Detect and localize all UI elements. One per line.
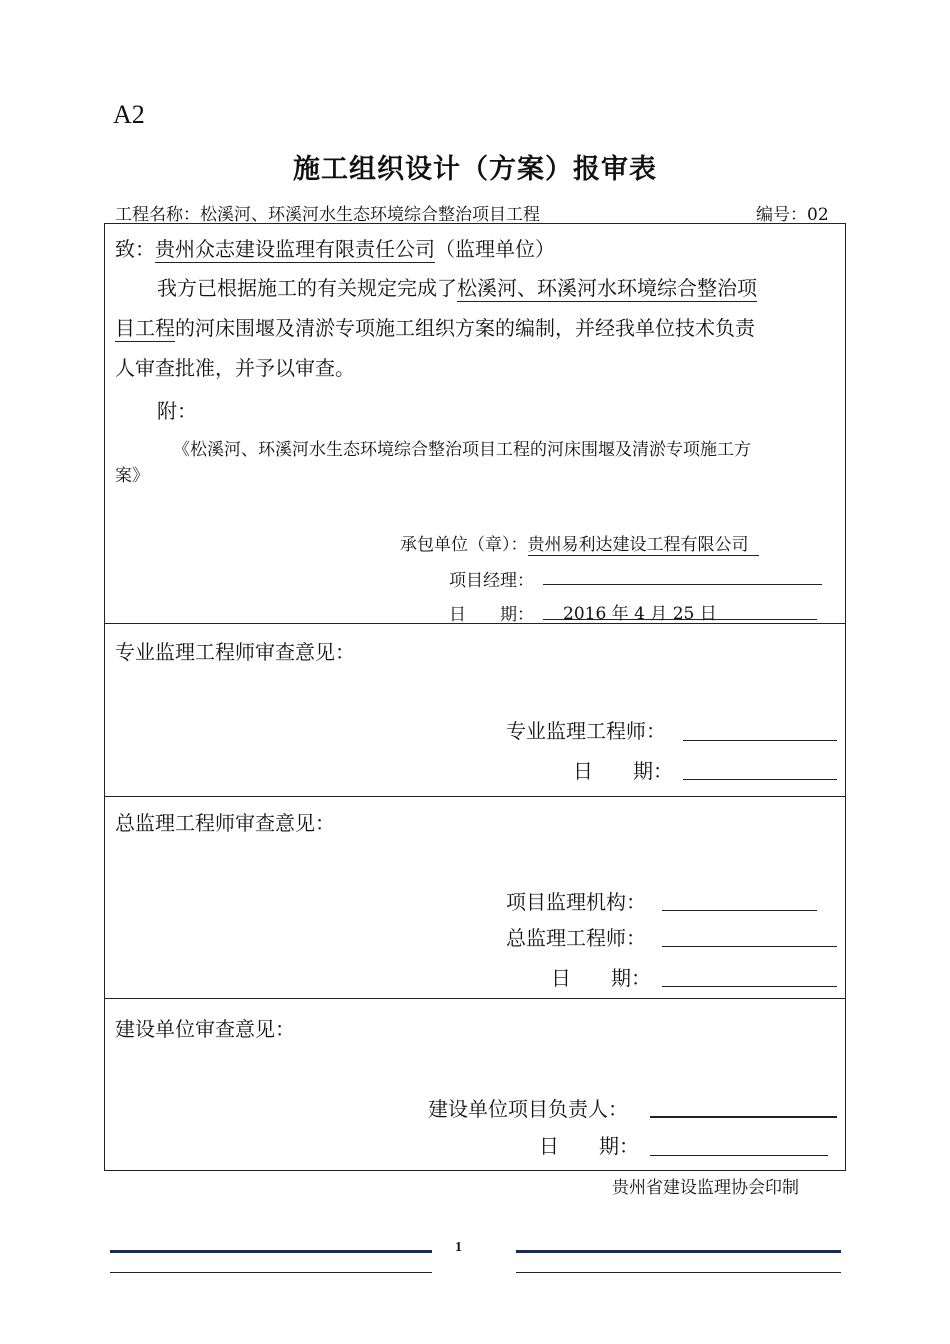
chief-review-heading: 总监理工程师审查意见： <box>115 811 335 835</box>
manager-label: 项目经理： <box>449 571 534 591</box>
owner-date-label: 日 期： <box>539 1134 639 1158</box>
owner-review-heading: 建设单位审查意见： <box>115 1017 295 1041</box>
chief-date-blank <box>662 986 837 987</box>
project-name: 工程名称：松溪河、环溪河水生态环境综合整治项目工程 <box>115 205 540 225</box>
engineer-review-heading: 专业监理工程师审查意见： <box>115 640 355 664</box>
engineer-date-blank <box>683 779 837 780</box>
row-divider-3 <box>104 998 846 999</box>
form-number: 编号：02 <box>756 205 829 225</box>
attachment-label: 附： <box>157 399 197 423</box>
printer-note: 贵州省建设监理协会印制 <box>612 1178 799 1198</box>
body-line-3: 人审查批准，并予以审查。 <box>115 356 355 380</box>
engineer-label: 专业监理工程师： <box>506 719 666 743</box>
supervision-org-label: 项目监理机构： <box>506 890 646 914</box>
body-rest-a: 的河床围堰及清淤专项施工组织方案的编制，并经我单位技术负责 <box>175 316 755 340</box>
manager-signature-blank <box>543 584 822 585</box>
footer-rule-right-thick <box>516 1250 841 1253</box>
body-line-1 <box>157 272 757 302</box>
contractor-value: 贵州易利达建设工程有限公司 <box>528 530 759 556</box>
contractor-line <box>400 530 759 556</box>
form-code: A2 <box>113 100 145 129</box>
footer-rule-left-thin <box>110 1272 432 1273</box>
addressee-line <box>115 233 555 263</box>
engineer-signature-blank <box>683 740 837 741</box>
body-prefix: 我方已根据施工的有关规定完成了 <box>157 276 457 300</box>
footer-rule-right-thin <box>516 1272 841 1273</box>
owner-signature-blank <box>650 1116 837 1118</box>
attachment-line-2: 案》 <box>115 466 149 486</box>
chief-date-label: 日 期： <box>551 966 651 990</box>
to-suffix: （监理单位） <box>435 237 555 261</box>
project-name-b: 目工程 <box>115 312 175 342</box>
page-number: 1 <box>455 1240 462 1255</box>
attachment-line-1: 《松溪河、环溪河水生态环境综合整治项目工程的河床围堰及清淤专项施工方 <box>173 440 751 460</box>
to-prefix: 致： <box>115 237 155 261</box>
engineer-date-label: 日 期： <box>573 759 673 783</box>
row-divider-2 <box>104 796 846 797</box>
submit-date-value: 2016 年 4 月 25 日 <box>563 604 717 624</box>
contractor-label: 承包单位（章）： <box>400 535 528 555</box>
project-name-a: 松溪河、环溪河水环境综合整治项 <box>457 272 757 302</box>
supervision-org-blank <box>662 910 817 911</box>
supervisor-org: 贵州众志建设监理有限责任公司 <box>155 233 435 263</box>
owner-date-blank <box>650 1155 828 1156</box>
page-title: 施工组织设计（方案）报审表 <box>293 154 657 185</box>
owner-label: 建设单位项目负责人： <box>428 1097 628 1121</box>
body-line-2 <box>115 312 755 342</box>
footer-rule-left-thick <box>110 1250 432 1253</box>
chief-engineer-label: 总监理工程师： <box>506 926 646 950</box>
chief-engineer-blank <box>662 946 837 947</box>
submit-date-label: 日 期： <box>449 605 534 625</box>
